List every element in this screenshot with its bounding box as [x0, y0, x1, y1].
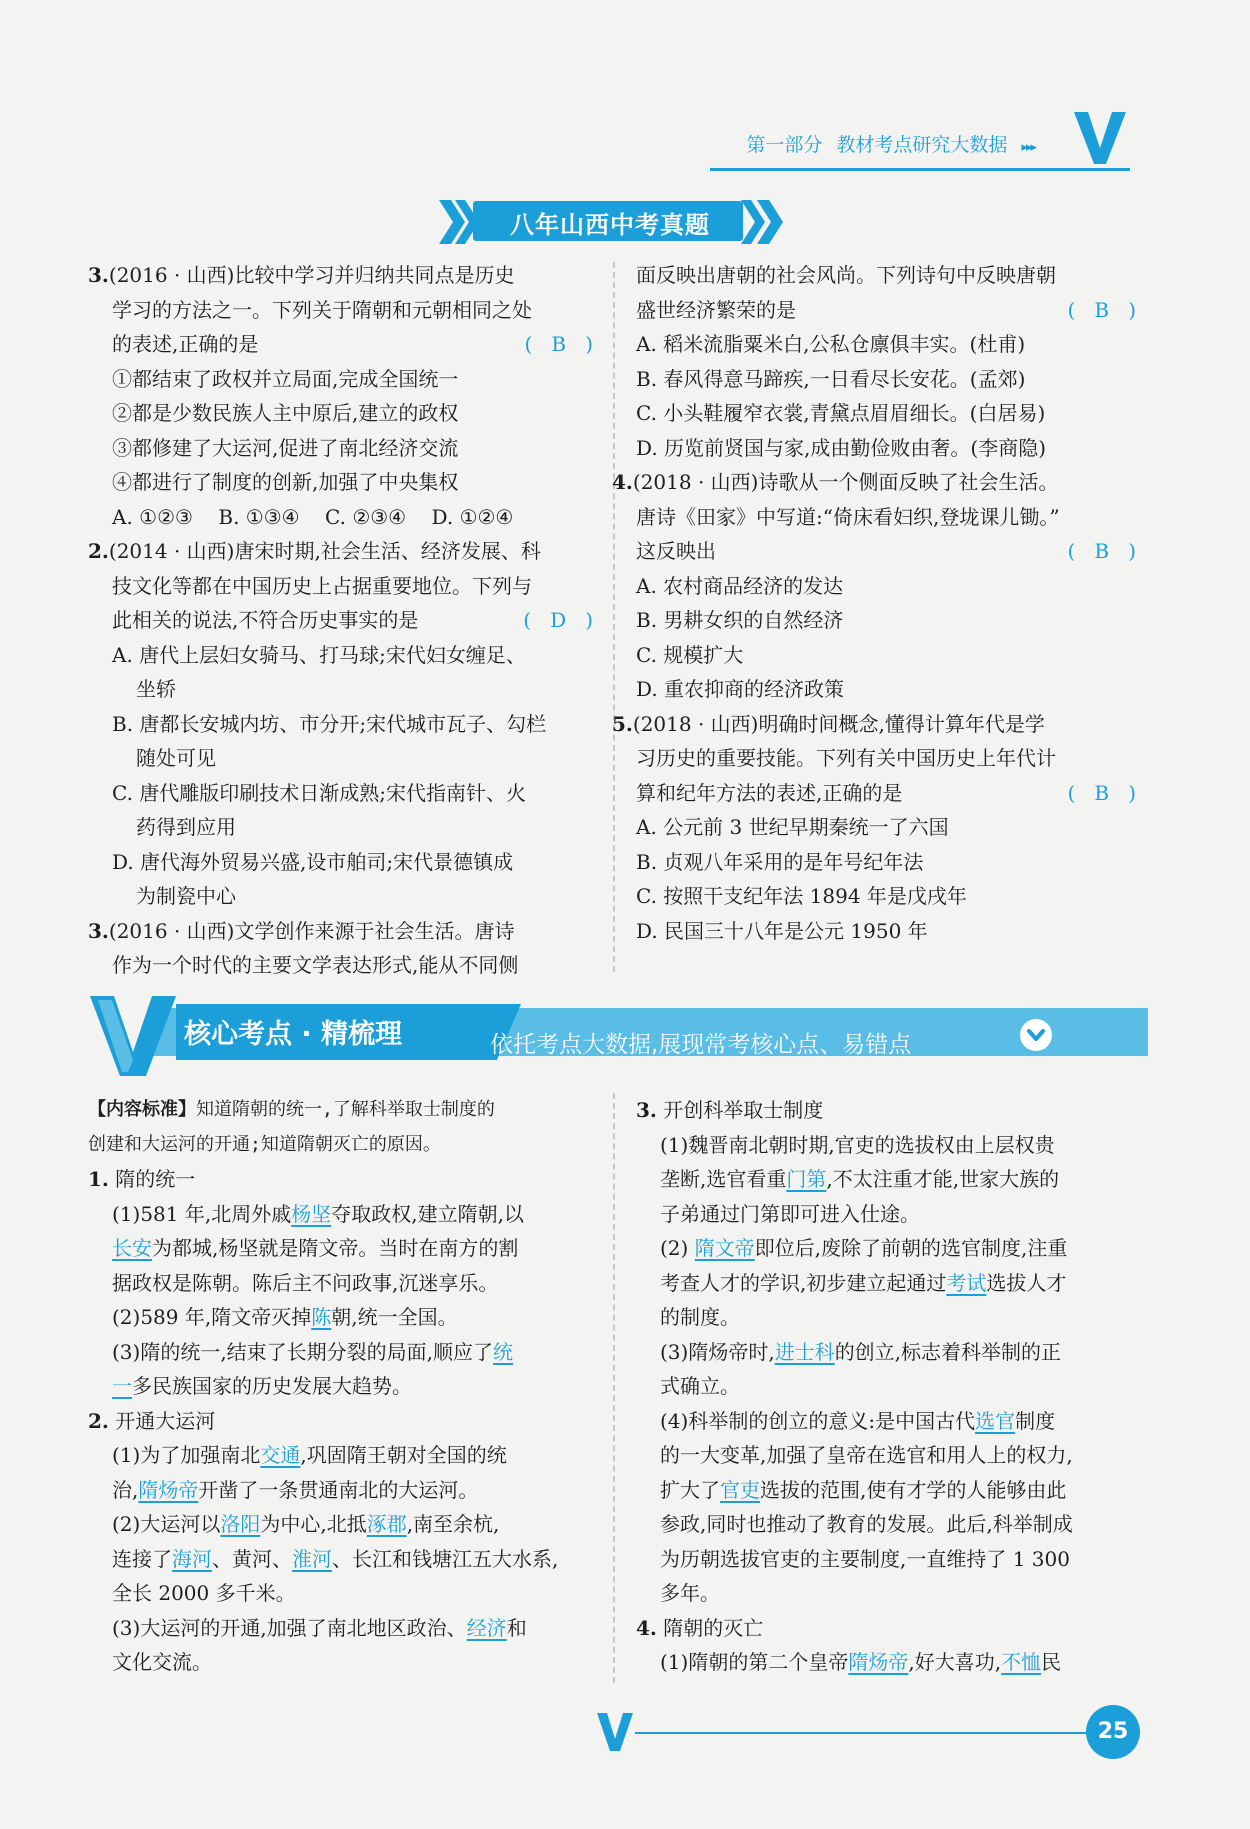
option-text: A. 唐代上层妇女骑马、打马球;宋代妇女缠足、	[112, 642, 526, 667]
question-text: 作为一个时代的主要文学表达形式,能从不同侧	[112, 953, 519, 977]
question-number: 3.	[88, 918, 109, 943]
list-item: ③都修建了大运河,促进了南北经济交流	[112, 435, 459, 460]
answer-letter: B	[1094, 297, 1110, 322]
topic-heading	[88, 1162, 593, 1197]
note-text: 多年。	[660, 1581, 720, 1605]
fill-answer: 杨坚	[291, 1201, 332, 1226]
section-subtitle: 依托考点大数据,展现常考核心点、易错点	[490, 1032, 912, 1058]
fill-answer: 考试	[946, 1270, 987, 1295]
answer-options: A. ①②③ B. ①③④ C. ②③④ D. ①②④	[112, 504, 514, 529]
list-item: ④都进行了制度的创新,加强了中央集权	[112, 470, 459, 494]
note-text: (1)隋朝的第二个皇帝	[660, 1650, 849, 1674]
note-text: ,巩固隋王朝对全国的统	[300, 1443, 507, 1467]
question-number: 2.	[88, 539, 109, 563]
section-bar	[88, 990, 1160, 1080]
option-text: B. 唐都长安城内坊、市分开;宋代城市瓦子、勾栏	[112, 711, 547, 736]
answer-letter: B	[1094, 539, 1110, 563]
note-text: (3)隋炀帝时,	[660, 1339, 775, 1364]
notes-column-right	[636, 1093, 1136, 1680]
note-text: ,不太注重才能,世家大族的	[826, 1167, 1060, 1191]
note-line	[88, 1300, 593, 1335]
v-logo-icon	[1070, 108, 1130, 168]
option-text: A. 公元前 3 世纪早期秦统一了六国	[636, 815, 949, 839]
option-text: D. 民国三十八年是公元 1950 年	[636, 918, 928, 943]
content-standard-text: 创建和大运河的开通;知道隋朝灭亡的原因。	[88, 1133, 441, 1155]
expand-icon[interactable]	[1020, 1019, 1052, 1051]
option-text: 坐轿	[136, 677, 176, 701]
note-text: 民	[1041, 1650, 1062, 1674]
note-text: (1)为了加强南北	[112, 1443, 261, 1467]
section-title: 核心考点 · 精梳理	[184, 1019, 403, 1050]
fill-answer: 不恤	[1001, 1650, 1042, 1674]
note-line	[88, 1231, 593, 1266]
header-text	[746, 130, 1035, 157]
page-footer	[595, 1705, 1140, 1755]
question-line	[636, 534, 1136, 569]
note-text: ,南至余杭,	[406, 1512, 500, 1536]
content-standard	[88, 1093, 593, 1128]
option-text: A. 农村商品经济的发达	[636, 573, 844, 598]
question-3a	[88, 258, 593, 293]
note-text: (2)	[660, 1236, 695, 1260]
note-text: 子弟通过门第即可进入仕途。	[660, 1201, 920, 1226]
answer-bracket: ( B )	[1067, 539, 1136, 563]
option-text: D. 历览前贤国与家,成由勤俭败由奢。(李商隐)	[636, 435, 1046, 460]
triple-arrow-icon: ▸▸▸	[1021, 140, 1035, 155]
question-2	[88, 534, 593, 569]
question-number: 4.	[612, 470, 633, 494]
note-text: 连接了	[112, 1546, 172, 1571]
note-text: 朝,统一全国。	[331, 1305, 458, 1329]
list-item: ②都是少数民族人主中原后,建立的政权	[112, 401, 459, 425]
note-text: 多民族国家的历史发展大趋势。	[132, 1374, 412, 1398]
column-divider-bottom	[613, 1093, 615, 1683]
question-line	[636, 293, 1136, 328]
list-item: ①都结束了政权并立局面,完成全国统一	[112, 366, 459, 391]
note-line	[88, 1611, 593, 1646]
note-text: (1)魏晋南北朝时期,官吏的选拔权由上层权贵	[660, 1132, 1055, 1157]
note-text: 的一大变革,加强了皇帝在选官和用人上的权力,	[660, 1443, 1073, 1467]
note-text: 治,	[112, 1477, 139, 1502]
question-text: 盛世经济繁荣的是	[636, 297, 796, 322]
option-text: C. 按照干支纪年法 1894 年是戊戌年	[636, 884, 967, 908]
question-number: 5.	[612, 711, 633, 736]
note-text: 制度	[1015, 1408, 1056, 1433]
note-text: 扩大了	[660, 1477, 720, 1502]
option-text: B. 贞观八年采用的是年号纪年法	[636, 849, 924, 874]
question-text: 这反映出	[636, 539, 716, 563]
note-text: 、长江和钱塘江五大水系,	[332, 1546, 559, 1571]
topic-heading	[636, 1611, 1136, 1646]
note-text: (2)589 年,隋文帝灭掉	[112, 1305, 312, 1329]
answer-letter: B	[551, 332, 567, 356]
question-5	[612, 707, 1136, 742]
note-line	[636, 1404, 1136, 1439]
note-text: (1)581 年,北周外戚	[112, 1201, 292, 1226]
note-line	[88, 1473, 593, 1508]
note-line	[88, 1369, 593, 1404]
fill-answer: 陈	[311, 1305, 332, 1329]
topic-heading	[636, 1093, 1136, 1128]
note-text: (4)科举制的创立的意义:是中国古代	[660, 1408, 976, 1433]
option-text: C. 规模扩大	[636, 642, 744, 667]
fill-answer: 交通	[260, 1443, 301, 1467]
note-text: 的制度。	[660, 1305, 740, 1329]
question-text: 的表述,正确的是	[112, 332, 259, 356]
fill-answer: 洛阳	[220, 1512, 261, 1536]
fill-answer: 统	[493, 1339, 514, 1364]
note-line	[636, 1162, 1136, 1197]
note-text: 为历朝选拔官吏的主要制度,一直维持了 1 300	[660, 1546, 1070, 1571]
fill-answer: 隋文帝	[694, 1236, 755, 1260]
note-line	[636, 1231, 1136, 1266]
question-3b	[88, 914, 593, 949]
question-text: 技文化等都在中国历史上占据重要地位。下列与	[112, 573, 532, 598]
question-text: (2014 · 山西)唐宋时期,社会生活、经济发展、科	[108, 539, 541, 563]
note-line	[636, 1645, 1136, 1680]
note-text: (2)大运河以	[112, 1512, 221, 1536]
option-text: C. 唐代雕版印刷技术日渐成熟;宋代指南针、火	[112, 780, 527, 805]
header-rule	[710, 168, 1130, 171]
option-text: B. 春风得意马蹄疾,一日看尽长安花。(孟郊)	[636, 366, 1026, 391]
note-line	[88, 1335, 593, 1370]
fill-answer: 淮河	[292, 1546, 332, 1571]
topic-number: 4.	[636, 1615, 657, 1640]
topic-heading	[88, 1404, 593, 1439]
question-text: (2018 · 山西)明确时间概念,懂得计算年代是学	[632, 711, 1045, 736]
fill-answer: 海河	[172, 1546, 212, 1571]
option-text: 为制瓷中心	[136, 884, 236, 908]
note-text: 为都城,杨坚就是隋文帝。当时在南方的割	[152, 1236, 519, 1260]
question-text: 算和纪年方法的表述,正确的是	[636, 780, 903, 805]
question-text: 面反映出唐朝的社会风尚。下列诗句中反映唐朝	[636, 263, 1056, 287]
note-text: 全长 2000 多千米。	[112, 1581, 296, 1605]
note-line	[636, 1335, 1136, 1370]
note-text: 即位后,废除了前朝的选官制度,注重	[754, 1236, 1068, 1260]
topic-number: 2.	[88, 1408, 109, 1433]
topic-title: 隋的统一	[115, 1167, 196, 1191]
content-standard-text: 知道隋朝的统一,了解科举取士制度的	[196, 1099, 495, 1120]
fill-answer: 一	[112, 1374, 132, 1398]
note-text: (3)隋的统一,结束了长期分裂的局面,顺应了	[112, 1339, 494, 1364]
fill-answer: 官吏	[720, 1477, 760, 1502]
question-text: (2018 · 山西)诗歌从一个侧面反映了社会生活。	[632, 470, 1059, 494]
v-logo-icon	[88, 990, 178, 1080]
note-text: 式确立。	[660, 1374, 740, 1398]
header-part: 第一部分	[746, 134, 823, 156]
answer-letter: B	[1094, 780, 1110, 805]
note-text: 选拔人才	[986, 1270, 1067, 1295]
page-header	[690, 108, 1130, 168]
question-line	[636, 776, 1136, 811]
option-text: B. 男耕女织的自然经济	[636, 608, 844, 632]
note-line	[636, 1266, 1136, 1301]
option-text: 药得到应用	[136, 815, 236, 839]
column-divider-top	[613, 262, 615, 972]
answer-bracket: ( B )	[524, 332, 593, 356]
question-4	[612, 465, 1136, 500]
chevron-right-icon	[741, 197, 785, 247]
note-text: 垄断,选官看重	[660, 1167, 787, 1191]
note-line	[88, 1197, 593, 1232]
topic-number: 3.	[636, 1098, 657, 1122]
note-line	[88, 1542, 593, 1577]
question-line	[88, 603, 593, 638]
banner-title: 八年山西中考真题	[510, 211, 710, 239]
note-text: 考查人才的学识,初步建立起通过	[660, 1270, 947, 1295]
note-text: 夺取政权,建立隋朝,以	[331, 1201, 524, 1226]
note-text: 、黄河、	[212, 1546, 292, 1571]
header-section: 教材考点研究大数据	[836, 134, 1008, 156]
option-text: D. 重农抑商的经济政策	[636, 677, 845, 701]
fill-answer: 隋炀帝	[848, 1650, 909, 1674]
notes-column-left	[88, 1093, 593, 1680]
exam-banner	[435, 197, 785, 247]
question-number: 3.	[88, 263, 109, 287]
note-line	[636, 1473, 1136, 1508]
question-text: 此相关的说法,不符合历史事实的是	[112, 608, 419, 632]
fill-answer: 经济	[466, 1615, 507, 1640]
answer-bracket: ( B )	[1067, 780, 1136, 805]
question-line	[88, 327, 593, 362]
note-line	[88, 1507, 593, 1542]
fill-answer: 隋炀帝	[138, 1477, 199, 1502]
answer-bracket: ( D )	[523, 608, 593, 632]
topic-title: 开通大运河	[115, 1408, 216, 1433]
option-text: 随处可见	[136, 746, 216, 770]
question-text: 学习的方法之一。下列关于隋朝和元朝相同之处	[112, 297, 532, 322]
content-standard-label: 【内容标准】	[88, 1099, 196, 1120]
question-text: 习历史的重要技能。下列有关中国历史上年代计	[636, 746, 1056, 770]
fill-answer: 选官	[975, 1408, 1016, 1433]
question-text: (2016 · 山西)比较中学习并归纳共同点是历史	[108, 263, 515, 287]
option-text: D. 唐代海外贸易兴盛,设市舶司;宋代景德镇成	[112, 849, 514, 874]
note-text: 据政权是陈朝。陈后主不问政事,沉迷享乐。	[112, 1270, 499, 1295]
note-text: 选拔的范围,使有才学的人能够由此	[760, 1477, 1067, 1502]
note-text: 和	[506, 1615, 527, 1640]
note-text: 的创立,标志着科举制的正	[834, 1339, 1062, 1364]
topic-title: 隋朝的灭亡	[663, 1615, 764, 1640]
note-text: 参政,同时也推动了教育的发展。此后,科举制成	[660, 1512, 1073, 1536]
exam-column-right	[612, 258, 1136, 948]
fill-answer: 长安	[112, 1236, 152, 1260]
note-line	[88, 1438, 593, 1473]
question-text: 唐诗《田家》中写道:“倚床看妇织,登垅课儿锄。”	[636, 504, 1060, 529]
page-number: 25	[1086, 1705, 1140, 1759]
fill-answer: 涿郡	[366, 1512, 407, 1536]
answer-bracket: ( B )	[1067, 297, 1136, 322]
question-text: (2016 · 山西)文学创作来源于社会生活。唐诗	[108, 918, 515, 943]
note-text: 开凿了一条贯通南北的大运河。	[198, 1477, 479, 1502]
topic-title: 开创科举取士制度	[663, 1098, 824, 1122]
note-text: ,好大喜功,	[908, 1650, 1002, 1674]
option-text: C. 小头鞋履窄衣裳,青黛点眉眉细长。(白居易)	[636, 401, 1046, 425]
answer-letter: D	[550, 608, 567, 632]
fill-answer: 门第	[786, 1167, 827, 1191]
exam-column-left	[88, 258, 593, 983]
option-text: A. 稻米流脂粟米白,公私仓廪俱丰实。(杜甫)	[636, 332, 1026, 356]
note-text: 为中心,北抵	[260, 1512, 367, 1536]
topic-number: 1.	[88, 1167, 109, 1191]
v-logo-icon	[595, 1711, 635, 1753]
fill-answer: 进士科	[774, 1339, 835, 1364]
footer-rule	[635, 1732, 1105, 1734]
note-text: (3)大运河的开通,加强了南北地区政治、	[112, 1615, 467, 1640]
note-text: 文化交流。	[112, 1650, 212, 1674]
